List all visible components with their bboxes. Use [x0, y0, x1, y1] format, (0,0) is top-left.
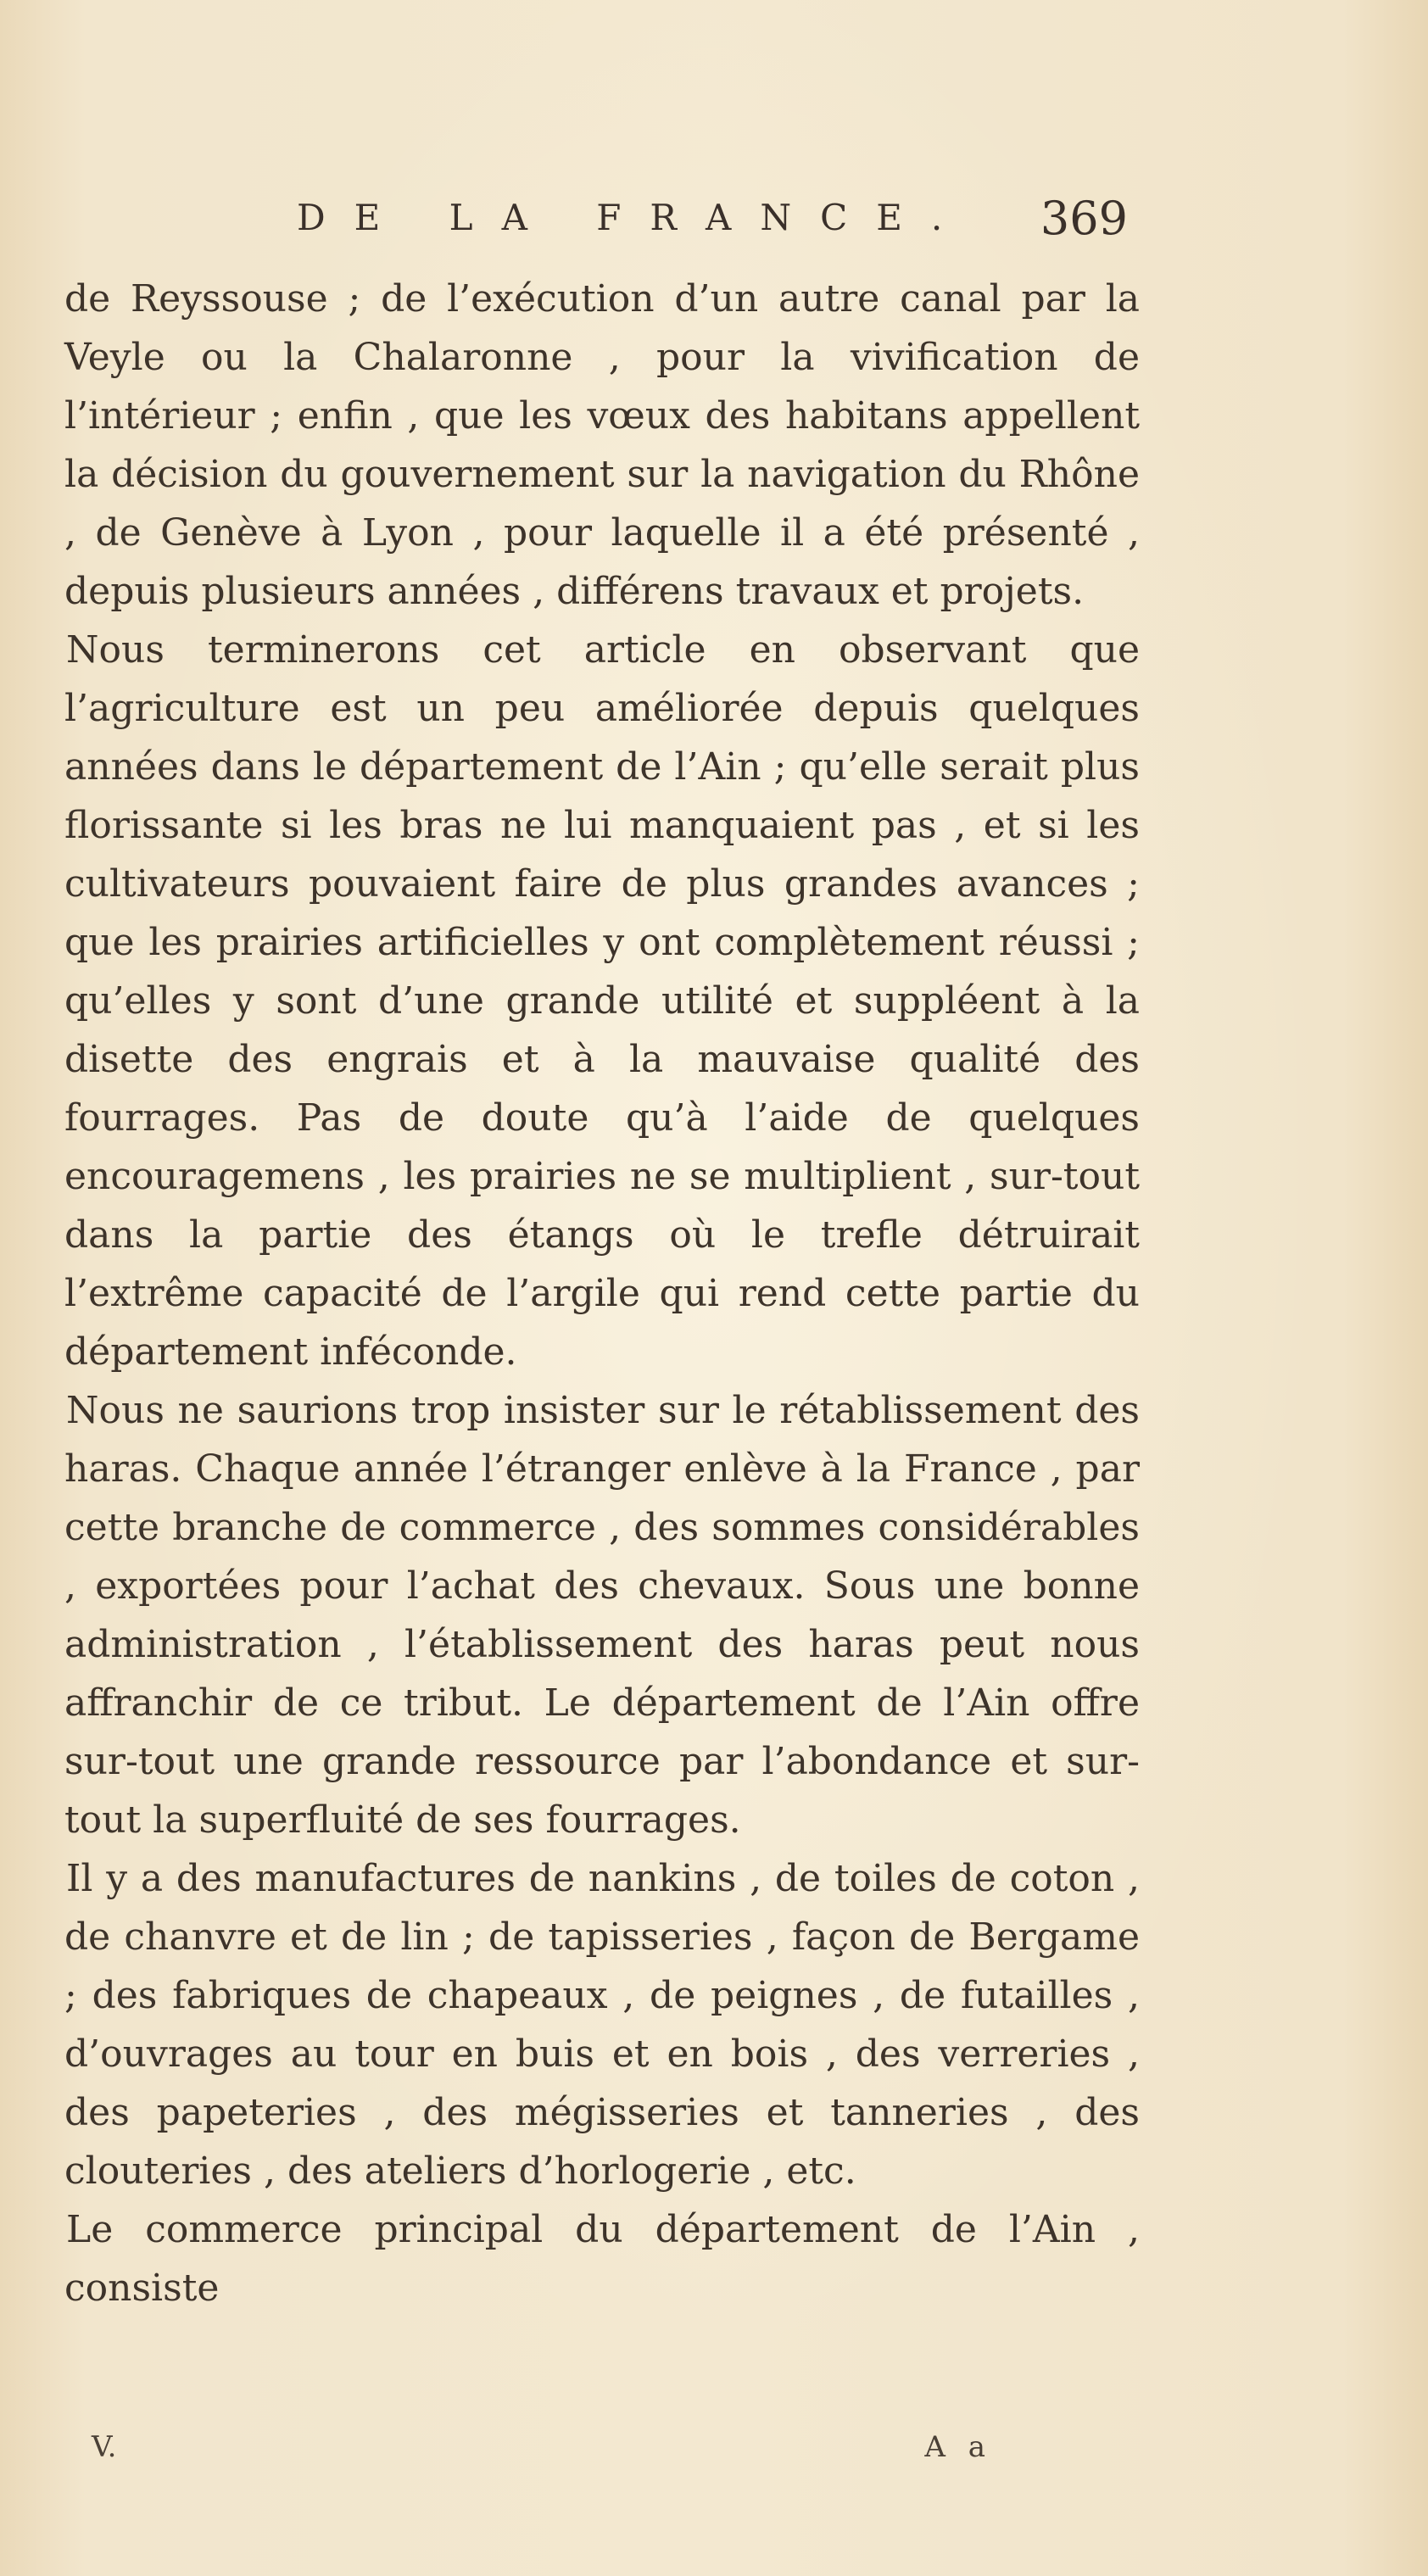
paragraph-agriculture: Nous terminerons cet article en observant que l’agriculture est un peu améliorée depuis quelques années dans le département de l’Ain ; qu’elle serait plus florissante si les bras ne lui manquaient pas , et si les cultivateurs pouvaient faire de plus grandes avances ; que les prairies artificielles y ont complètement réussi ; qu’elles y sont d’une grande utilité et suppléent à la disette des engrais et à la mauvaise qualité des fourrages. Pas de doute qu’à l’aide de quelques encouragemens , les prairies ne se multiplient , sur-tout dans la partie des étangs où le trefle détruirait l’extrême capacité de l’argile qui rend cette partie du département inféconde.	[64, 628, 1140, 1374]
sheet-mark: A a	[924, 2430, 992, 2464]
running-title: DE LA FRANCE.	[297, 197, 972, 238]
page-number: 369	[1040, 192, 1128, 245]
signature-mark: V.	[92, 2430, 117, 2464]
paragraph-haras: Nous ne saurions trop insister sur le rétablissement des haras. Chaque année l’étranger enlève à la France , par cette branche de commerce , des sommes considérables , exportées pour l’achat des chevaux. Sous une bonne administration , l’établissement des haras peut nous affranchir de ce tribut. Le département de l’Ain offre sur-tout une grande ressource par l’abondance et sur-tout la superfluité de ses fourrages.	[64, 1389, 1140, 1842]
page-footer	[85, 2430, 1145, 2481]
paragraph-commerce: Le commerce principal du département de l’Ain , consiste	[64, 2208, 1140, 2310]
running-head	[271, 192, 1128, 256]
paragraph-manufactures: Il y a des manufactures de nankins , de toiles de coton , de chanvre et de lin ; de tapisseries , façon de Bergame ; des fabriques de chapeaux , de peignes , de futailles , d’ouvrages au tour en buis et en bois , des verreries , des papeteries , des mégisseries et tanneries , des clouteries , des ateliers d’horlogerie , etc.	[64, 1857, 1140, 2193]
paragraph-canals: de Reyssouse ; de l’exécution d’un autre canal par la Veyle ou la Chalaronne , pour la vivification de l’intérieur ; enfin , que les vœux des habitans appellent la décision du gouvernement sur la navigation du Rhône , de Genève à Lyon , pour laquelle il a été présenté , depuis plusieurs années , différens travaux et projets.	[64, 277, 1140, 613]
body-text	[64, 270, 1140, 2317]
